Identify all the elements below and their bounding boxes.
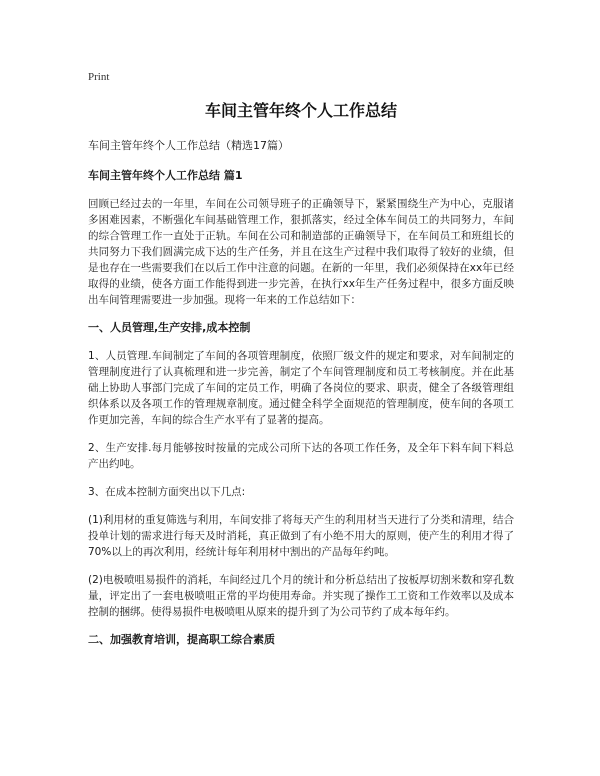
document-page — [88, 70, 514, 660]
article-heading: 车间主管年终个人工作总结 篇1 — [88, 169, 243, 182]
paragraph-personnel: 1、人员管理.车间制定了车间的各项管理制度，依照厂级文件的规定和要求，对车间制定的管理制度进行了认真梳理和进一步完善，制定了个车间管理制度和员工考核制度。并在此基础上协助人事部门完成了车间的定员工作，明确了各岗位的要求、职责，健全了各级管理组织体系以及各项工作的管理规章制度。通过健全科学全面规范的管理制度，使车间的各项工作更加完善，车间的综合生产水平有了显著的提高。 — [88, 350, 514, 426]
paragraph-electrode-consumption: (2)电极喷咀易损件的消耗，车间经过几个月的统计和分析总结出了按板厚切割米数和穿孔数量，评定出了一套电极喷咀正常的平均使用寿命。并实现了操作工工资和工作效率以及成本控制的捆绑。使得易损件电极喷咀从原来的提升到了为公司节约了成本每年约。 — [88, 574, 514, 618]
section-heading-2: 二、加强教育培训，提高职工综合素质 — [88, 633, 275, 646]
print-label[interactable]: Print — [88, 71, 110, 83]
document-title: 车间主管年终个人工作总结 — [204, 101, 397, 120]
document-subtitle: 车间主管年终个人工作总结（精选17篇） — [88, 139, 289, 152]
section-heading-1: 一、人员管理,生产安排,成本控制 — [88, 321, 251, 334]
paragraph-cost-intro: 3、在成本控制方面突出以下几点: — [88, 486, 246, 498]
paragraph-production: 2、生产安排.每月能够按时按量的完成公司所下达的各项工作任务，及全年下料车间下料总产出约吨。 — [88, 442, 514, 470]
intro-paragraph: 回顾已经过去的一年里，车间在公司领导班子的正确领导下，紧紧围绕生产为中心，克服诸多困难因素，不断强化车间基础管理工作，狠抓落实，经过全体车间员工的共同努力，车间的综合管理工作一直处于正轨。车间在公司和制造部的正确领导下，在车间员工和班组长的共同努力下我们圆满完成下达的生产任务，并且在这生产过程中我们取得了较好的业绩，但是也存在一些需要我们在以后工作中注意的问题。在新的一年里，我们必须保持在xx年已经取得的业绩，使各方面工作能得到进一步完善，在执行xx年生产任务过程中，很多方面反映出车间管理需要进一步加强。现将一年来的工作总结如下： — [88, 198, 514, 306]
paragraph-material-reuse: (1)利用材的重复筛选与利用，车间安排了将每天产生的利用材当天进行了分类和清理，结合投单计划的需求进行每天及时消耗，真正做到了有小绝不用大的原则，使产生的利用才得了70%以上的再次利用，经统计每年利用材中割出的产品每年约吨。 — [88, 514, 514, 558]
